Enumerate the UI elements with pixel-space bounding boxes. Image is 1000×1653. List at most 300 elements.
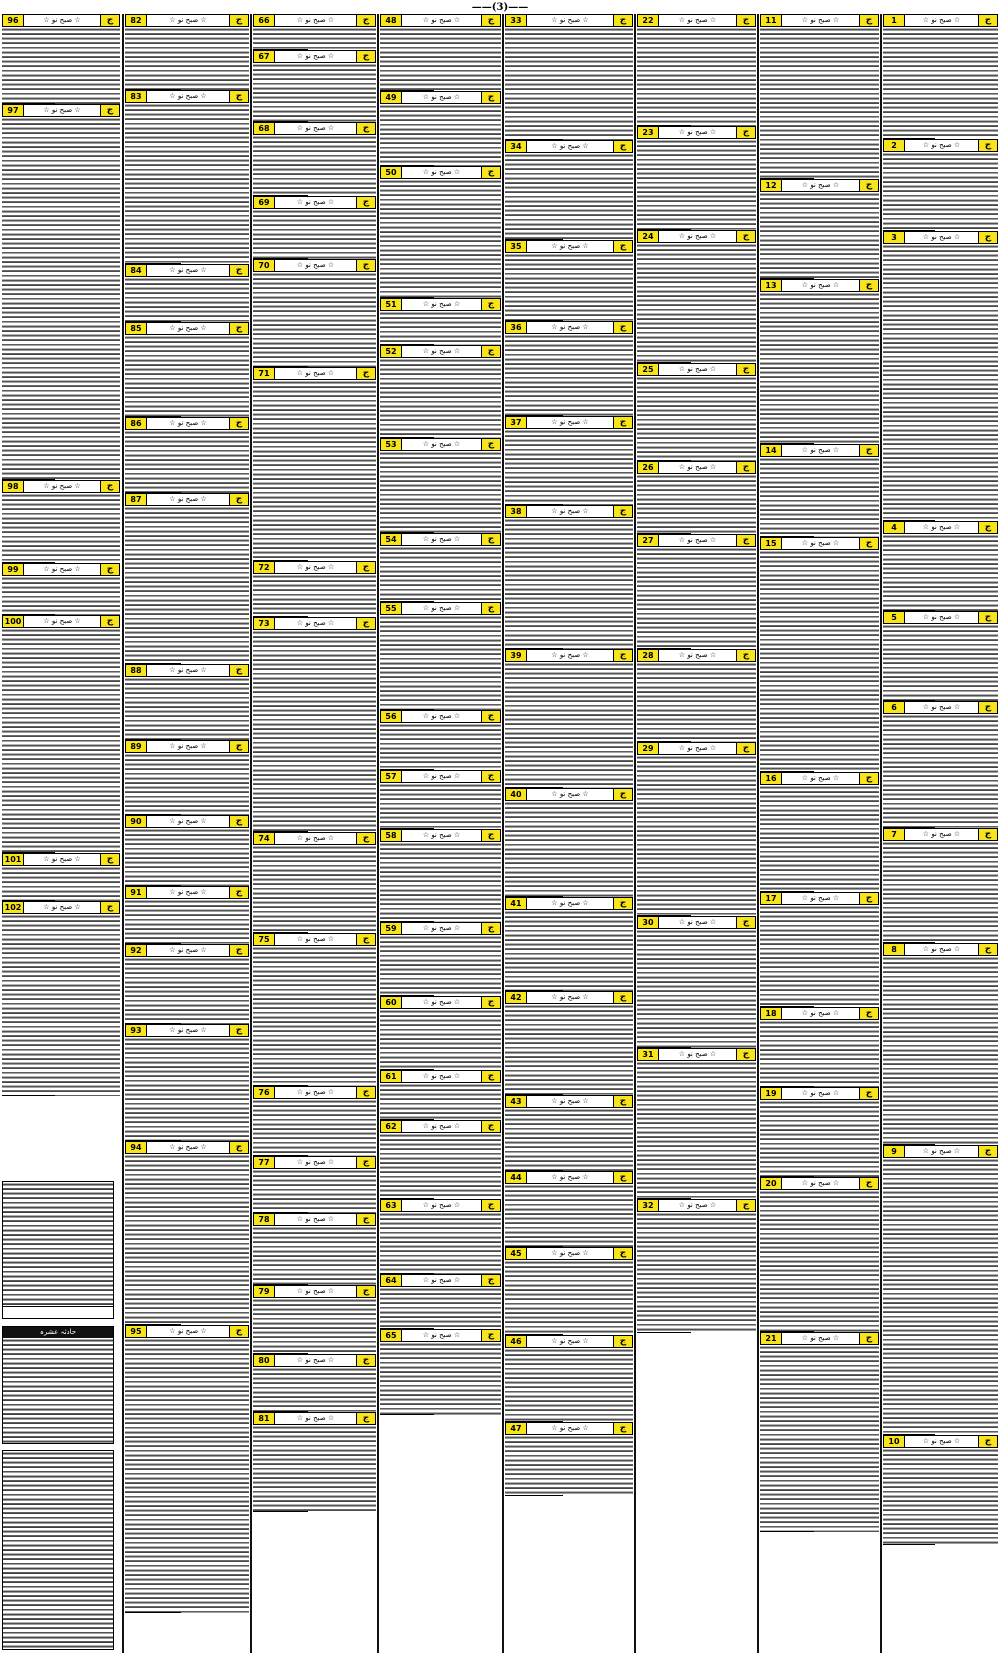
ad-number: 9 <box>884 1146 905 1157</box>
ad-number: 67 <box>254 51 275 62</box>
ad-label <box>276 1413 355 1424</box>
star-icon: ☆ <box>551 1097 560 1105</box>
classified-ad <box>637 916 756 1048</box>
ad-text <box>883 956 998 1145</box>
ad-number: 57 <box>381 771 402 782</box>
ad-number: 92 <box>126 945 147 956</box>
ad-number: 93 <box>126 1025 147 1036</box>
star-icon: ☆ <box>830 894 840 902</box>
ad-header <box>380 1120 501 1133</box>
star-icon: ☆ <box>296 1215 306 1223</box>
classified-ad <box>760 537 879 772</box>
notice-box-3 <box>2 1450 114 1650</box>
classified-ad <box>380 298 501 345</box>
ad-label-text: صبح نو <box>687 1050 708 1058</box>
ad-label-text: صبح نو <box>177 419 199 427</box>
column-rule <box>502 14 504 1653</box>
ad-label <box>660 535 735 546</box>
ad-label <box>276 1286 355 1297</box>
ad-text <box>505 27 633 140</box>
ad-label-text: صبح نو <box>305 261 326 269</box>
ad-number: 74 <box>254 833 275 844</box>
ad-label <box>276 934 355 945</box>
ad-tag: ج <box>356 197 375 208</box>
ad-header <box>125 1141 249 1154</box>
ad-tag: ج <box>481 771 500 782</box>
star-icon: ☆ <box>951 16 961 24</box>
star-icon: ☆ <box>801 446 811 454</box>
ad-text <box>253 630 376 832</box>
classified-ad <box>125 740 249 815</box>
star-icon: ☆ <box>422 772 432 780</box>
star-icon: ☆ <box>830 1009 840 1017</box>
ad-text <box>760 785 879 892</box>
star-icon: ☆ <box>296 1287 306 1295</box>
ad-number: 4 <box>884 522 905 533</box>
ad-label <box>906 15 977 26</box>
star-icon: ☆ <box>922 703 932 711</box>
ad-tag: ج <box>229 1326 248 1337</box>
ad-label-text: صبح نو <box>431 772 452 780</box>
ad-header <box>883 1435 998 1448</box>
ad-tag: ج <box>859 1333 878 1344</box>
ad-text <box>380 451 501 533</box>
ad-text <box>760 292 879 444</box>
star-icon: ☆ <box>296 261 306 269</box>
ad-label-text: صبح نو <box>559 16 581 24</box>
ad-header <box>253 14 376 27</box>
star-icon: ☆ <box>830 1089 840 1097</box>
column-1 <box>883 14 998 1653</box>
ad-header <box>760 1177 879 1190</box>
column-rule <box>880 14 882 1653</box>
star-icon: ☆ <box>451 1072 461 1080</box>
ad-header <box>637 1048 756 1061</box>
star-icon: ☆ <box>43 617 52 625</box>
star-icon: ☆ <box>422 831 432 839</box>
ad-tag: ج <box>978 944 997 955</box>
ad-text <box>637 1061 756 1199</box>
ad-text <box>253 135 376 196</box>
ad-tag: ج <box>736 127 755 138</box>
classified-ad <box>2 104 120 480</box>
star-icon: ☆ <box>325 261 335 269</box>
ad-header <box>760 537 879 550</box>
ad-number: 19 <box>761 1088 782 1099</box>
star-icon: ☆ <box>169 888 178 896</box>
classified-ad <box>253 259 376 367</box>
ad-header <box>380 1329 501 1342</box>
ad-tag: ج <box>481 92 500 103</box>
classified-ad <box>125 664 249 740</box>
ad-label <box>276 833 355 844</box>
ad-tag: ج <box>229 15 248 26</box>
ad-tag: ج <box>736 1200 755 1211</box>
classified-ad <box>253 933 376 1086</box>
classified-ad <box>253 1285 376 1354</box>
ad-label <box>148 91 228 102</box>
ad-number: 82 <box>126 15 147 26</box>
star-icon: ☆ <box>169 419 178 427</box>
classified-ad <box>505 140 633 240</box>
ad-header <box>253 1285 376 1298</box>
ad-text <box>505 1348 633 1422</box>
ad-number: 84 <box>126 265 147 276</box>
ad-label <box>403 830 480 841</box>
star-icon: ☆ <box>951 830 961 838</box>
ad-text <box>125 957 249 1024</box>
ad-number: 35 <box>506 241 527 252</box>
ad-number: 21 <box>761 1333 782 1344</box>
ad-number: 78 <box>254 1214 275 1225</box>
star-icon: ☆ <box>830 281 840 289</box>
classified-ad <box>380 602 501 710</box>
star-icon: ☆ <box>551 651 560 659</box>
ad-label-text: صبح نو <box>931 613 952 621</box>
ad-label <box>528 898 612 909</box>
notice-box-body <box>3 1451 113 1649</box>
ad-tag: ج <box>356 934 375 945</box>
ad-number: 22 <box>638 15 659 26</box>
star-icon: ☆ <box>951 523 961 531</box>
star-icon: ☆ <box>580 790 589 798</box>
star-icon: ☆ <box>678 744 688 752</box>
star-icon: ☆ <box>451 998 461 1006</box>
ad-header <box>760 14 879 27</box>
classified-ad <box>883 1145 998 1435</box>
star-icon: ☆ <box>678 651 688 659</box>
ad-tag: ج <box>356 1157 375 1168</box>
notice-box-footer <box>3 1306 113 1307</box>
classified-ad <box>760 444 879 537</box>
ad-tag: ج <box>613 241 632 252</box>
star-icon: ☆ <box>72 106 81 114</box>
ad-label-text: صبح نو <box>687 365 708 373</box>
ad-label <box>276 1087 355 1098</box>
classified-ad <box>2 615 120 853</box>
ad-text <box>637 139 756 230</box>
ad-label-text: صبح نو <box>931 233 952 241</box>
ad-tag: ج <box>859 538 878 549</box>
ad-label <box>148 494 228 505</box>
ad-label-text: صبح نو <box>931 1437 952 1445</box>
ad-header <box>253 122 376 135</box>
ad-header <box>760 179 879 192</box>
classified-ad <box>253 1412 376 1512</box>
ad-text <box>637 376 756 461</box>
ad-tag: ج <box>100 616 119 627</box>
ad-tag: ج <box>613 992 632 1003</box>
ad-label-text: صبح نو <box>687 536 708 544</box>
star-icon: ☆ <box>325 1088 335 1096</box>
ad-label-text: صبح نو <box>559 651 581 659</box>
ad-text <box>637 755 756 916</box>
star-icon: ☆ <box>801 16 811 24</box>
ad-text <box>253 380 376 561</box>
ad-text <box>380 27 501 91</box>
ad-text <box>253 63 376 122</box>
ad-label <box>528 506 612 517</box>
star-icon: ☆ <box>451 347 461 355</box>
ad-label-text: صبح نو <box>810 894 831 902</box>
ad-tag: ج <box>481 167 500 178</box>
ad-label-text: صبح نو <box>305 16 326 24</box>
ad-label <box>660 1049 735 1060</box>
star-icon: ☆ <box>296 1414 306 1422</box>
ad-label-text: صبح نو <box>431 93 452 101</box>
ad-number: 54 <box>381 534 402 545</box>
ad-label-text: صبح نو <box>305 198 326 206</box>
ad-tag: ج <box>613 1423 632 1434</box>
ad-number: 7 <box>884 829 905 840</box>
ad-header <box>380 345 501 358</box>
ad-number: 87 <box>126 494 147 505</box>
ad-label-text: صبح نو <box>431 168 452 176</box>
ad-number: 96 <box>3 15 24 26</box>
star-icon: ☆ <box>296 1356 306 1364</box>
ad-header <box>505 897 633 910</box>
star-icon: ☆ <box>707 365 717 373</box>
ad-label-text: صبح نو <box>810 446 831 454</box>
ad-label-text: صبح نو <box>559 1173 581 1181</box>
ad-tag: ج <box>978 15 997 26</box>
classified-ad <box>637 742 756 916</box>
ad-number: 90 <box>126 816 147 827</box>
ad-label-text: صبح نو <box>431 1072 452 1080</box>
ad-header <box>883 701 998 714</box>
star-icon: ☆ <box>678 536 688 544</box>
masthead-title: ——(3)—— <box>471 1 529 13</box>
ad-label-text: صبح نو <box>305 935 326 943</box>
ad-header <box>380 1070 501 1083</box>
ad-number: 88 <box>126 665 147 676</box>
ad-header <box>125 1024 249 1037</box>
ad-header <box>505 416 633 429</box>
star-icon: ☆ <box>707 16 717 24</box>
star-icon: ☆ <box>830 539 840 547</box>
ad-header <box>253 367 376 380</box>
ad-tag: ج <box>481 15 500 26</box>
star-icon: ☆ <box>422 1201 432 1209</box>
ad-number: 37 <box>506 417 527 428</box>
ad-tag: ج <box>356 260 375 271</box>
ad-label-text: صبح نو <box>51 106 73 114</box>
classified-ad <box>253 367 376 561</box>
star-icon: ☆ <box>325 834 335 842</box>
star-icon: ☆ <box>551 790 560 798</box>
ad-header <box>2 853 120 866</box>
ad-label <box>403 92 480 103</box>
classified-ad <box>125 944 249 1024</box>
ad-tag: ج <box>978 612 997 623</box>
ad-tag: ج <box>481 923 500 934</box>
classified-ad <box>253 1086 376 1156</box>
ad-header <box>253 1412 376 1425</box>
star-icon: ☆ <box>922 613 932 621</box>
ad-text <box>760 1345 879 1532</box>
ad-label <box>528 241 612 252</box>
ad-header <box>883 611 998 624</box>
ad-tag: ج <box>613 15 632 26</box>
ad-header <box>505 140 633 153</box>
classified-ad <box>125 90 249 264</box>
ad-tag: ج <box>613 1248 632 1259</box>
ad-number: 101 <box>3 854 24 865</box>
ad-label <box>528 1248 612 1259</box>
ad-text <box>883 152 998 231</box>
star-icon: ☆ <box>551 993 560 1001</box>
ad-label-text: صبح نو <box>687 232 708 240</box>
ad-header <box>2 14 120 27</box>
ad-number: 76 <box>254 1087 275 1098</box>
ad-tag: ج <box>736 231 755 242</box>
ad-label <box>906 1146 977 1157</box>
classified-ad <box>380 345 501 438</box>
star-icon: ☆ <box>707 918 717 926</box>
ad-header <box>883 943 998 956</box>
ad-label <box>148 1025 228 1036</box>
ad-header <box>2 615 120 628</box>
ad-header <box>505 1095 633 1108</box>
star-icon: ☆ <box>169 817 178 825</box>
ad-label <box>276 123 355 134</box>
star-icon: ☆ <box>551 242 560 250</box>
ad-end-rule <box>505 1495 563 1496</box>
ad-label-text: صبح نو <box>810 539 831 547</box>
ad-text <box>380 546 501 602</box>
ad-header <box>380 1274 501 1287</box>
ad-text <box>253 1425 376 1512</box>
star-icon: ☆ <box>580 1249 589 1257</box>
ad-tag: ج <box>481 534 500 545</box>
classified-ad <box>380 1329 501 1415</box>
ad-number: 63 <box>381 1200 402 1211</box>
classified-ad <box>125 14 249 90</box>
ad-label <box>403 439 480 450</box>
ad-tag: ج <box>229 1142 248 1153</box>
ad-end-rule <box>883 1544 935 1545</box>
classified-ad <box>505 1335 633 1422</box>
classified-ad <box>760 179 879 279</box>
ad-number: 53 <box>381 439 402 450</box>
ad-tag: ج <box>481 997 500 1008</box>
star-icon: ☆ <box>801 1009 811 1017</box>
ad-label <box>906 140 977 151</box>
classified-ad <box>380 166 501 298</box>
ad-label-text: صبح نو <box>177 888 199 896</box>
ad-header <box>2 104 120 117</box>
ad-text <box>253 209 376 259</box>
ad-tag: ج <box>481 711 500 722</box>
ad-number: 68 <box>254 123 275 134</box>
classified-ad <box>125 1024 249 1141</box>
star-icon: ☆ <box>451 1201 461 1209</box>
ad-label <box>660 127 735 138</box>
ad-number: 99 <box>3 564 24 575</box>
ad-header <box>253 933 376 946</box>
ad-number: 30 <box>638 917 659 928</box>
ad-label-text: صبح نو <box>810 774 831 782</box>
classified-ad <box>760 772 879 892</box>
classified-ad <box>125 886 249 944</box>
ad-text <box>380 1212 501 1274</box>
ad-header <box>125 14 249 27</box>
star-icon: ☆ <box>580 242 589 250</box>
ad-header <box>380 996 501 1009</box>
ad-label-text: صبح نو <box>931 523 952 531</box>
classified-ad <box>505 14 633 140</box>
star-icon: ☆ <box>296 935 306 943</box>
star-icon: ☆ <box>198 16 207 24</box>
star-icon: ☆ <box>198 888 207 896</box>
ad-text <box>380 104 501 166</box>
ad-number: 31 <box>638 1049 659 1060</box>
ad-label-text: صبح نو <box>431 300 452 308</box>
ad-header <box>380 602 501 615</box>
ad-tag: ج <box>229 741 248 752</box>
ad-header <box>505 1335 633 1348</box>
star-icon: ☆ <box>951 233 961 241</box>
star-icon: ☆ <box>296 1158 306 1166</box>
ad-header <box>125 664 249 677</box>
star-icon: ☆ <box>801 774 811 782</box>
ad-header <box>637 461 756 474</box>
ad-label <box>783 893 858 904</box>
ad-label <box>906 702 977 713</box>
classified-ad <box>380 533 501 602</box>
ad-text <box>505 253 633 321</box>
star-icon: ☆ <box>169 666 178 674</box>
star-icon: ☆ <box>580 142 589 150</box>
ad-number: 44 <box>506 1172 527 1183</box>
ad-label <box>660 462 735 473</box>
ad-header <box>380 770 501 783</box>
ad-header <box>637 126 756 139</box>
ad-text <box>253 272 376 367</box>
ad-tag: ج <box>100 481 119 492</box>
classified-ad <box>380 829 501 922</box>
star-icon: ☆ <box>325 935 335 943</box>
ad-label-text: صبح نو <box>177 495 199 503</box>
ad-tag: ج <box>613 141 632 152</box>
ad-label-text: صبح نو <box>431 440 452 448</box>
ad-header <box>883 139 998 152</box>
ad-label-text: صبح نو <box>431 1201 452 1209</box>
star-icon: ☆ <box>72 565 81 573</box>
ad-label-text: صبح نو <box>559 323 581 331</box>
ad-label-text: صبح نو <box>559 1249 581 1257</box>
classified-ad <box>505 897 633 991</box>
ad-header <box>2 901 120 914</box>
ad-number: 61 <box>381 1071 402 1082</box>
ad-label <box>148 15 228 26</box>
ad-tag: ج <box>229 265 248 276</box>
ad-text <box>380 179 501 298</box>
classified-ad <box>380 14 501 91</box>
ad-label <box>528 322 612 333</box>
ad-text <box>505 1260 633 1335</box>
star-icon: ☆ <box>801 1179 811 1187</box>
classified-ad <box>380 1070 501 1120</box>
star-icon: ☆ <box>830 446 840 454</box>
column-rule <box>757 14 759 1653</box>
star-icon: ☆ <box>422 16 432 24</box>
star-icon: ☆ <box>580 1173 589 1181</box>
star-icon: ☆ <box>169 92 178 100</box>
ad-tag: ج <box>859 1178 878 1189</box>
ad-label <box>906 232 977 243</box>
ad-header <box>505 240 633 253</box>
